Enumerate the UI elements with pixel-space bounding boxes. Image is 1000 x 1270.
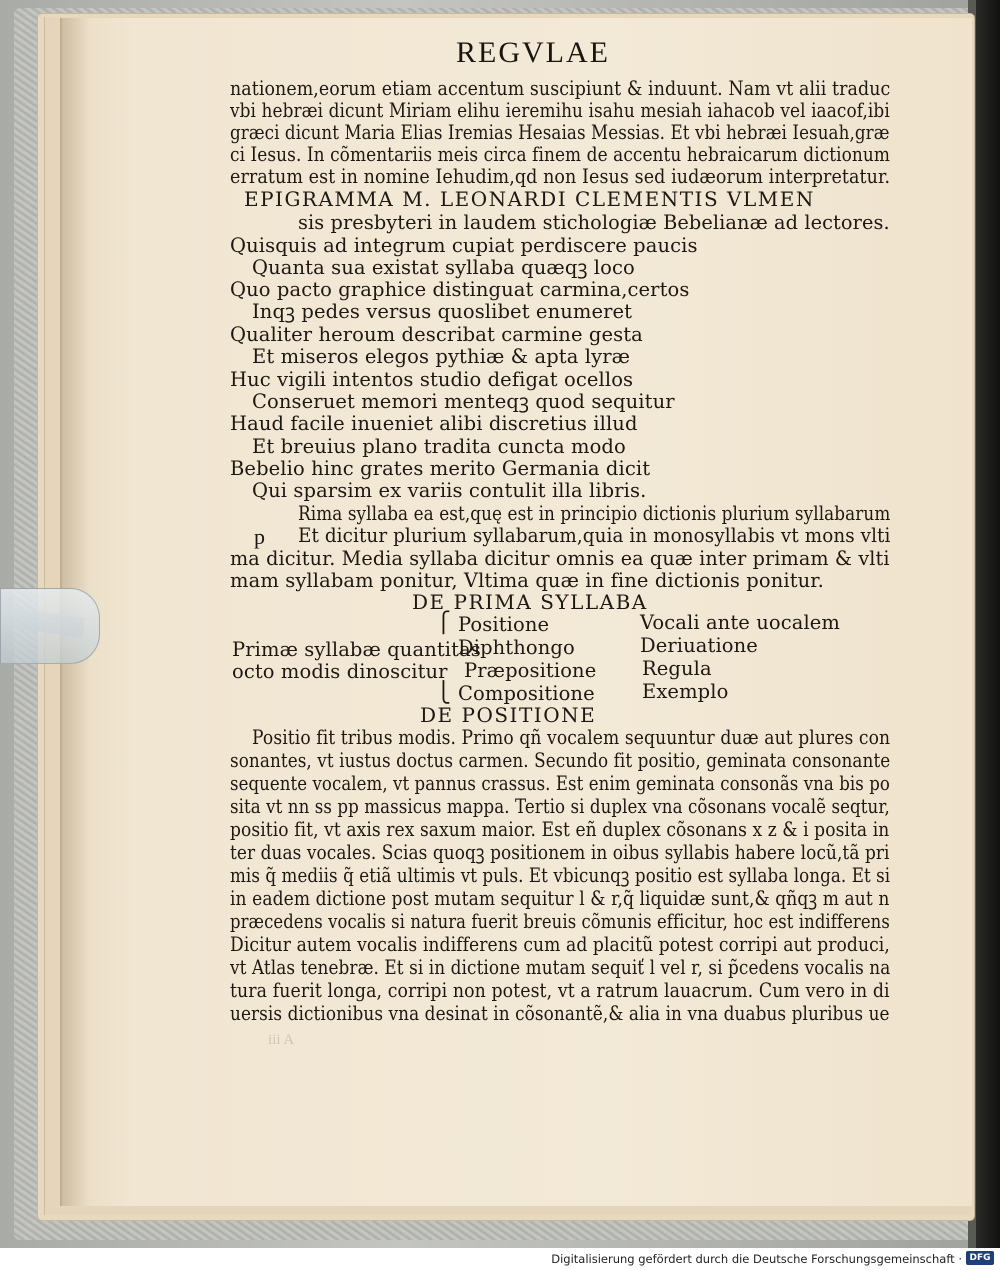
section-heading-prima: DE PRIMA SYLLABA (412, 590, 648, 614)
prima-line: Et dicitur plurium syllabarum,quia in monosyllabis vt mons vlti (298, 524, 891, 547)
verse-line: Quisquis ad integrum cupiat perdiscere paucis (230, 234, 698, 257)
dfg-logo-icon: DFG (966, 1251, 994, 1265)
intro-line: erratum est in nomine Iehudim,qd non Iesus sed iudæorum interpretatur. (230, 165, 891, 188)
positione-line: sonantes, vt iustus doctus carmen. Secundo fit positio, geminata consonante (230, 749, 891, 772)
table-right-item: Regula (642, 657, 712, 680)
verse-line: Qui sparsim ex variis contulit illa libris. (252, 479, 647, 502)
table-middle-item: Compositione (458, 682, 595, 705)
verse-line: Haud facile inueniet alibi discretius illud (230, 412, 638, 435)
intro-line: vbi hebræi dicunt Miriam elihu ieremihu isahu mesiah iahacob vel iaacof,ibi (230, 99, 890, 122)
table-middle-item: Præpositione (464, 659, 597, 682)
table-middle-item: Positione (458, 613, 550, 636)
table-right-item: Vocali ante uocalem (640, 611, 841, 634)
positione-line: sequente vocalem, vt pannus crassus. Est enim geminata consonãs vna bis po (230, 772, 890, 795)
brace-top: ⎧ (436, 610, 451, 634)
positione-line: uersis dictionibus vna desinat in cõsonantẽ,& alia in vna duabus pluribus ue (230, 1002, 890, 1025)
verse-line: Bebelio hinc grates merito Germania dicit (230, 457, 651, 480)
prima-line: Rima syllaba ea est,quę est in principio dictionis plurium syllabarum (298, 502, 891, 525)
table-left-label: octo modis dinoscitur (232, 660, 448, 683)
prima-line: ma dicitur. Media syllaba dicitur omnis ea quæ inter primam & vlti (230, 547, 890, 570)
positione-line: sita vt nn ss pp massicus mappa. Tertio si duplex vna cõsonans vocalẽ seqtur, (230, 795, 890, 818)
verse-line: Conseruet memori menteqꝫ quod sequitur (252, 390, 675, 413)
verse-line: Qualiter heroum describat carmine gesta (230, 323, 643, 346)
right-edge-shadow (976, 0, 1000, 1248)
verse-line: Et miseros elegos pythiæ & apta lyræ (252, 345, 631, 368)
verse-line: Inqꝫ pedes versus quoslibet enumeret (252, 300, 633, 323)
prima-line: mam syllabam ponitur, Vltima quæ in fine dictionis ponitur. (230, 569, 824, 592)
footer-bar (0, 1248, 1000, 1270)
positione-line: positio fit, vt axis rex saxum maior. Est eñ duplex cõsonans x z & i posita in (230, 818, 890, 841)
epigram-heading: EPIGRAMMA M. LEONARDI CLEMENTIS VLMEN (244, 187, 815, 211)
positione-line: Positio fit tribus modis. Primo qñ vocalem sequuntur duæ aut plures con (252, 726, 891, 749)
positione-line: mis q̃ mediis q̃ etiã ultimis vt puls. Et vbicunqꝫ positio est syllaba longa. Et si (230, 864, 891, 887)
footer-credit: Digitalisierung gefördert durch die Deutsche Forschungsgemeinschaft · (551, 1252, 962, 1266)
brace-bottom: ⎩ (436, 680, 451, 704)
table-left-label: Primæ syllabæ quantitas (232, 638, 481, 661)
positione-line: ter duas vocales. Scias quoqꝫ positionem in oibus syllabis habere locũ,tã pri (230, 841, 890, 864)
section-heading-positione: DE POSITIONE (420, 703, 597, 727)
intro-line: ci Iesus. In cõmentariis meis circa finem de accentu hebraicarum dictionum (230, 143, 891, 166)
positione-line: Dicitur autem vocalis indifferens cum ad placitũ potest corripi aut produci, (230, 933, 890, 956)
initial-letter: p (254, 524, 265, 549)
positione-line: tura fuerit longa, corripi non potest, vt a ratrum lauacrum. Cum vero in di (230, 979, 890, 1002)
table-right-item: Deriuatione (640, 634, 758, 657)
table-right-item: Exemplo (642, 680, 729, 703)
signature-mark: iii A (268, 1032, 295, 1048)
page-title: REGVLAE (456, 36, 610, 69)
verse-line: Et breuius plano tradita cuncta modo (252, 435, 626, 458)
verse-line: Quo pacto graphice distinguat carmina,certos (230, 278, 690, 301)
intro-line: græci dicunt Maria Elias Iremias Hesaias Messias. Et vbi hebræi Iesuah,græ (230, 121, 890, 144)
page-clip (0, 588, 100, 664)
positione-line: in eadem dictione post mutam sequitur l & r,q̃ liquidæ sunt,& qñqꝫ m aut n (230, 887, 890, 910)
verse-line: Quanta sua existat syllaba quæqꝫ loco (252, 256, 635, 279)
epigram-subheading: sis presbyteri in laudem stichologiæ Bebelianæ ad lectores. (298, 211, 890, 234)
table-middle-item: Diphthongo (458, 636, 575, 659)
positione-line: vt Atlas tenebræ. Et si in dictione mutam sequiť l vel r, si p̃cedens vocalis na (230, 956, 891, 979)
verse-line: Huc vigili intentos studio defigat ocellos (230, 368, 634, 391)
intro-line: nationem,eorum etiam accentum suscipiunt & induunt. Nam vt alii traduc (230, 77, 891, 100)
positione-line: præcedens vocalis si natura fuerit breuis cõmunis efficitur, hoc est indifferens (230, 910, 890, 933)
